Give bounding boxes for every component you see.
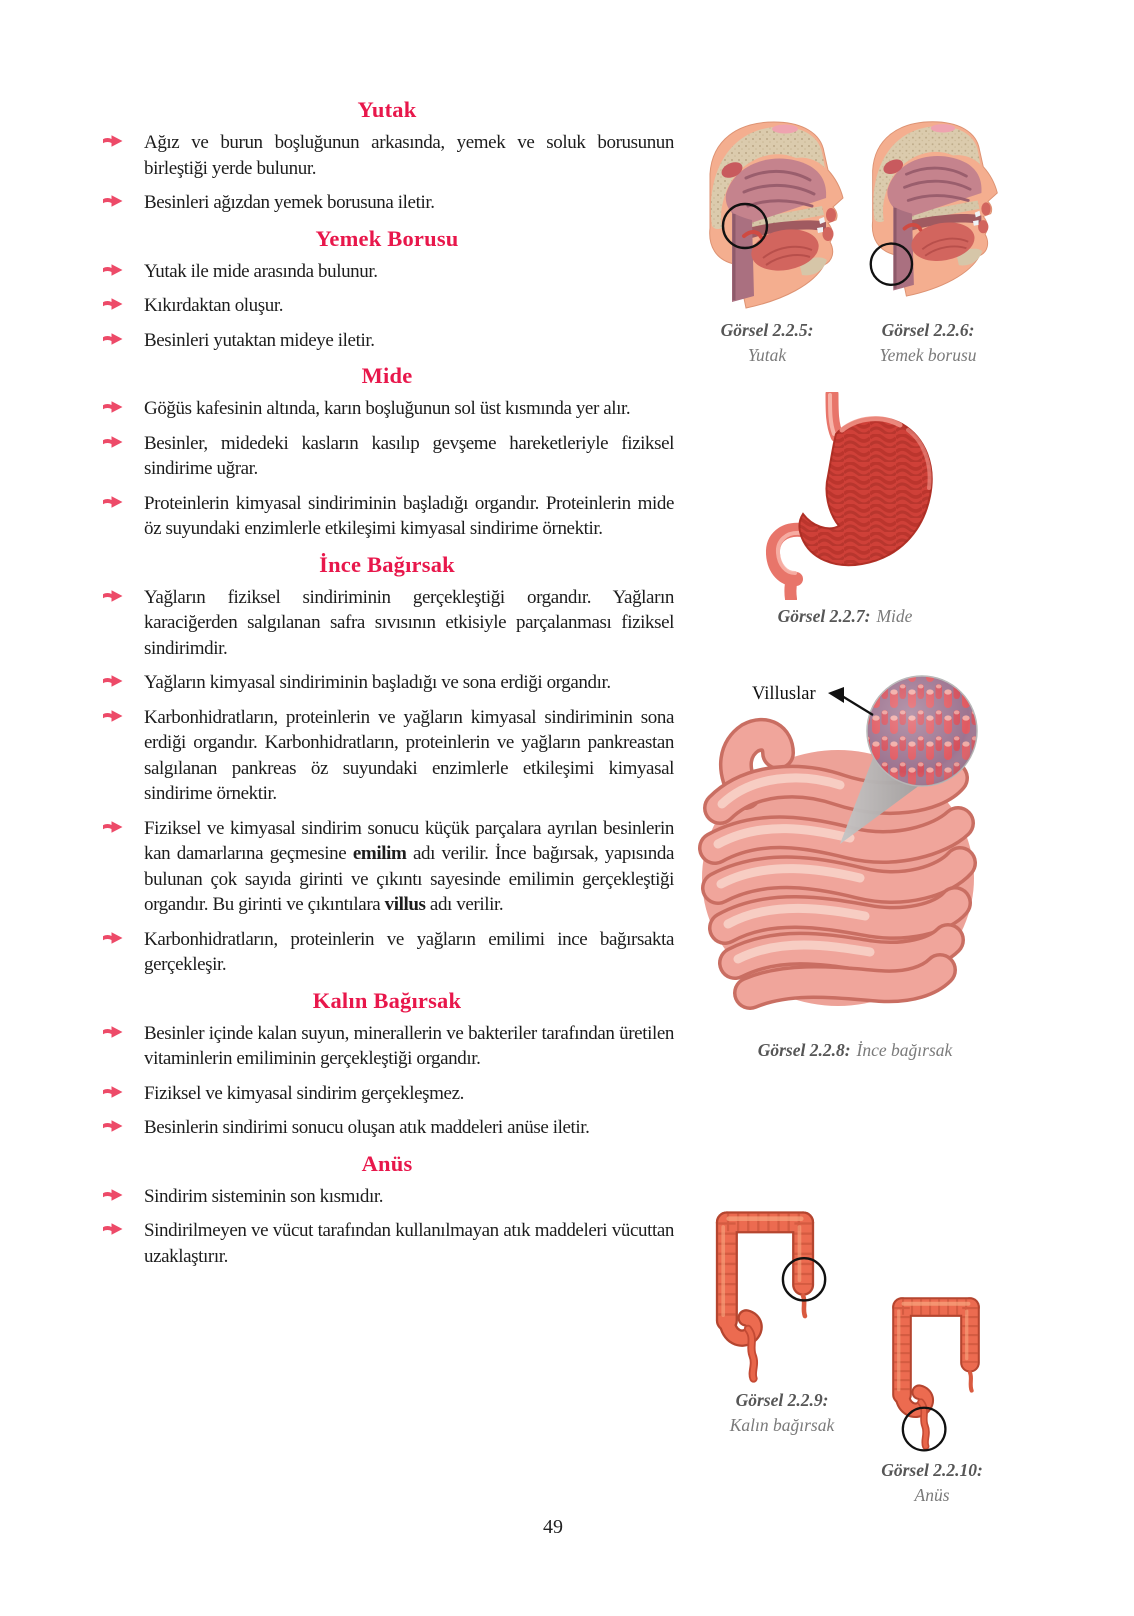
bullet-item — [100, 328, 674, 354]
bullet-item — [100, 259, 674, 285]
bullet-text: Göğüs kafesinin altında, karın boşluğunun sol üst kısmında yer alır. — [144, 398, 631, 419]
bullet-text: Besinleri ağızdan yemek borusuna iletir. — [144, 192, 435, 213]
figure-name: Mide — [876, 606, 913, 626]
small-intestine-illustration — [690, 658, 990, 1018]
arrow-right-icon — [102, 134, 126, 149]
bullet-item — [100, 1115, 674, 1141]
bullet-item — [100, 816, 674, 918]
section-heading: Mide — [361, 363, 413, 388]
large-intestine-anus-illustration — [880, 1280, 992, 1452]
bullet-text: Karbonhidratların, proteinlerin ve yağların kimyasal sindiriminin sona erdiği organdır. Karbonhidratların, proteinlerin ve yağların pankreastan salgılanan pankreas öz suyundaki enzimlerle etkileşimi kimyasal sindirime örnektir. — [144, 706, 674, 804]
bullet-text: Yutak ile mide arasında bulunur. — [144, 260, 378, 282]
figure-label: Görsel 2.2.8: — [757, 1040, 851, 1060]
arrow-right-icon — [102, 194, 126, 209]
figure-caption-yemek-borusu — [848, 318, 1008, 368]
bullet-item — [100, 396, 674, 422]
arrow-right-icon — [102, 332, 126, 347]
bullet-item — [100, 130, 674, 181]
arrow-right-icon — [102, 495, 126, 510]
page-number: 49 — [543, 1516, 563, 1538]
figure-label: Görsel 2.2.7: — [777, 606, 871, 626]
arrow-right-icon — [102, 1119, 126, 1134]
arrow-right-icon — [102, 1188, 126, 1203]
section-heading: İnce Bağırsak — [319, 551, 455, 577]
arrow-right-icon — [102, 1025, 126, 1040]
arrow-right-icon — [102, 1222, 126, 1237]
bullet-item — [100, 1081, 674, 1107]
section-heading: Yutak — [357, 97, 417, 122]
figure-caption-yutak — [692, 318, 842, 368]
bullet-text: Kıkırdaktan oluşur. — [144, 295, 284, 316]
arrow-right-icon — [102, 674, 126, 689]
bullet-text: Sindirim sisteminin son kısmıdır. — [144, 1185, 384, 1207]
figure-label: Görsel 2.2.5: — [720, 320, 814, 340]
figure-label: Görsel 2.2.10: — [881, 1460, 983, 1480]
bullet-text: Fiziksel ve kimyasal sindirim sonucu küçük parçalara ayrılan besinlerin kan damarlarına geçmesine emilim adı verilir. İnce bağırsak, yapısında bulunan çok sayıda girinti ve çıkıntı sayesinde emilimin gerçekleştiği organdır. Bu girinti ve çıkıntılara villus adı verilir. — [144, 817, 674, 915]
bullet-text: Yağların fiziksel sindiriminin gerçekleştiği organdır. Yağların karaciğerden salgılanan safra sıvısının etkisiyle parçalanması fiziksel sindirimdir. — [144, 586, 674, 659]
arrow-right-icon — [102, 400, 126, 415]
figure-name: Anüs — [914, 1485, 950, 1505]
arrow-right-icon — [102, 263, 126, 278]
figure-label: Görsel 2.2.9: — [735, 1390, 829, 1410]
bullet-text: Besinler içinde kalan suyun, minerallerin ve bakteriler tarafından üretilen vitaminlerin emiliminin gerçekleştiği organdır. — [144, 1022, 674, 1069]
figure-name: Kalın bağırsak — [729, 1415, 835, 1435]
section-heading: Yemek Borusu — [315, 225, 459, 251]
villuslar-label: Villuslar — [752, 684, 816, 704]
head-cross-section-yemek-borusu-illustration — [852, 116, 1002, 299]
arrow-right-icon — [102, 931, 126, 946]
bullet-item — [100, 1218, 674, 1269]
figure-caption-kalin-bagirsak — [672, 1388, 892, 1438]
arrow-right-icon — [102, 820, 126, 835]
section-heading: Anüs — [361, 1150, 413, 1176]
figure-caption-mide — [740, 604, 950, 629]
bullet-text: Yağların kimyasal sindiriminin başladığı ve sona erdiği organdır. — [144, 672, 611, 693]
content-column — [100, 96, 674, 1278]
arrow-right-icon — [102, 1085, 126, 1100]
bullet-item — [100, 190, 674, 216]
head-cross-section-yutak-illustration — [688, 116, 848, 311]
arrow-right-icon — [102, 435, 126, 450]
bullet-text: Proteinlerin kimyasal sindiriminin başladığı organdır. Proteinlerin mide öz suyundaki enzimlerle etkileşimi kimyasal sindirime örnektir. — [144, 492, 674, 539]
bullet-item — [100, 293, 674, 319]
arrow-right-icon — [102, 297, 126, 312]
figure-caption-ince-bagirsak — [690, 1038, 1020, 1063]
bullet-text: Besinleri yutaktan mideye iletir. — [144, 329, 375, 351]
bullet-text: Sindirilmeyen ve vücut tarafından kullanılmayan atık maddeleri vücuttan uzaklaştırır. — [144, 1220, 674, 1267]
arrow-right-icon — [102, 709, 126, 724]
bullet-item — [100, 705, 674, 807]
bullet-item — [100, 585, 674, 662]
bullet-text: Karbonhidratların, proteinlerin ve yağların emilimi ince bağırsakta gerçekleşir. — [144, 928, 674, 975]
bullet-item — [100, 927, 674, 978]
figure-label: Görsel 2.2.6: — [881, 320, 975, 340]
bullet-item — [100, 1184, 674, 1210]
bullet-item — [100, 491, 674, 542]
bullet-text: Ağız ve burun boşluğunun arkasında, yemek ve soluk borusunun birleştiği yerde bulunur. — [144, 132, 674, 179]
bullet-item — [100, 1021, 674, 1072]
figure-name: Yutak — [747, 345, 787, 365]
bullet-text: Besinler, midedeki kasların kasılıp gevşeme hareketleriyle fiziksel sindirime uğrar. — [144, 432, 674, 479]
stomach-illustration — [740, 392, 950, 600]
figure-name: İnce bağırsak — [856, 1040, 953, 1060]
arrow-right-icon — [102, 589, 126, 604]
bullet-text: Fiziksel ve kimyasal sindirim gerçekleşmez. — [144, 1082, 464, 1104]
figure-name: Yemek borusu — [879, 345, 977, 365]
figure-caption-anus — [822, 1458, 1042, 1508]
large-intestine-illustration — [703, 1192, 827, 1385]
bullet-text: Besinlerin sindirimi sonucu oluşan atık maddeleri anüse iletir. — [144, 1117, 590, 1138]
bullet-item — [100, 431, 674, 482]
bullet-item — [100, 670, 674, 696]
section-heading: Kalın Bağırsak — [312, 987, 462, 1013]
